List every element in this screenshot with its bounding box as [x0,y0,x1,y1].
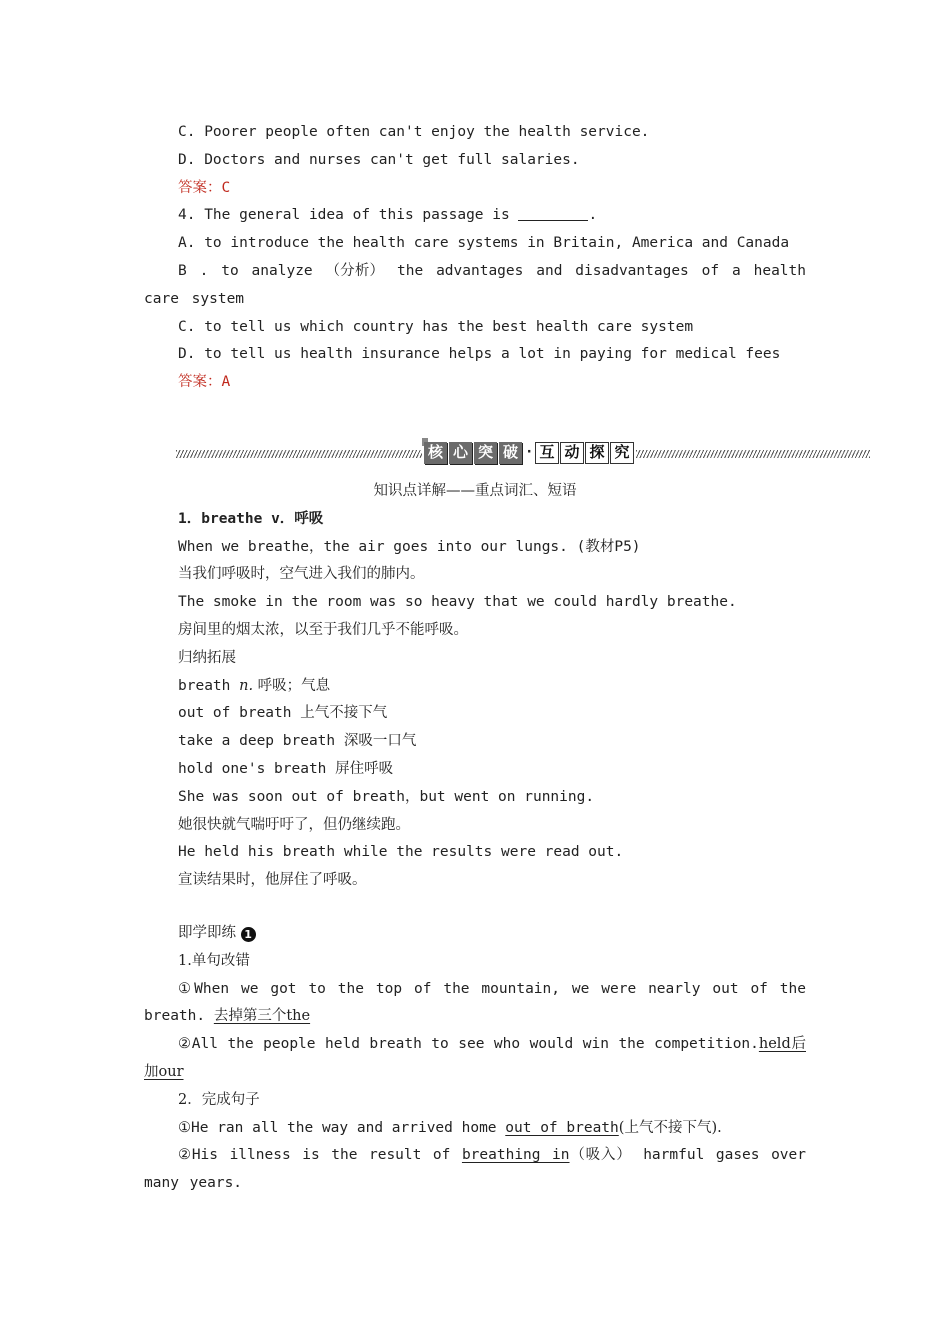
exercise-answer: breathing in [461,1147,570,1164]
expand-item: hold one's breath 屏住呼吸 [178,760,394,777]
banner-tile: 探 [585,442,609,464]
exercise-question: ①He ran all the way and arrived home [178,1119,506,1136]
option-4c: C. to tell us which country has the best health care system [178,318,694,335]
part-of-speech: n. [239,677,254,694]
banner-tile: 动 [560,442,584,464]
banner-tile: 心 [449,442,472,464]
option-4a: A. to introduce the health care systems in Britain, America and Canada [178,235,790,252]
exercise-question: ②His illness is the result of [178,1147,462,1164]
exercise-answer: held后加our [144,1036,806,1080]
practice-title [144,920,806,948]
answer-line-3 [144,175,806,203]
section-banner [176,438,870,468]
expand-title: 归纳拓展 [178,649,236,666]
option-4d: D. to tell us health insurance helps a lot in paying for medical fees [178,346,781,363]
question-4-text: 4. The general idea of this passage is [178,207,519,224]
number-badge-icon: 1 [241,927,256,942]
answer-line-4 [144,369,806,397]
answer-label: 答案： [178,179,222,196]
exercise-item [144,1031,806,1087]
answer-label: 答案： [178,374,222,391]
exercise-item [144,1142,806,1198]
reading-answers [144,119,806,397]
banner-hatch-left [176,450,422,458]
exercise-item [144,1115,806,1143]
option-d: D. Doctors and nurses can't get full salaries. [178,151,580,168]
banner-tile: 核 [424,442,447,464]
example-cn: 她很快就气喘吁吁了，但仍继续跑。 [178,816,410,833]
practice-section [144,920,806,1198]
example-cn: 当我们呼吸时，空气进入我们的肺内。 [178,566,425,583]
answer-blank [518,206,588,221]
exercise-hint: (上气不接下气). [618,1119,722,1136]
answer-value: A [221,374,231,391]
example-en: He held his breath while the results were read out. [178,844,624,861]
expand-item: take a deep breath 深吸一口气 [178,733,417,750]
option-c: C. Poorer people often can't enjoy the health service. [178,124,650,140]
expand-item: out of breath 上气不接下气 [178,705,388,722]
example-en: When we breathe，the air goes into our lungs. (教材P5) [178,538,641,555]
vocabulary-section [144,478,806,895]
exercise-answer: out of breath [505,1119,619,1136]
exercise-title: 2．完成句子 [178,1091,260,1108]
example-cn: 房间里的烟太浓，以至于我们几乎不能呼吸。 [178,621,468,638]
example-en: She was soon out of breath，but went on running. [178,788,595,805]
banner-tile: 破 [499,442,522,464]
expand-meaning: 呼吸；气息 [253,677,331,694]
example-cn: 宣读结果时，他屏住了呼吸。 [178,872,367,889]
exercise-item [144,976,806,1032]
expand-word: breath [178,677,240,694]
exercise-hint: （吸入） harmful gases over many years. [144,1147,806,1192]
banner-separator: · [525,444,534,461]
banner-tile: 究 [610,442,634,464]
question-4-end: . [588,207,598,224]
section-title: 知识点详解——重点词汇、短语 [373,483,577,499]
exercise-question: ①When we got to the top of the mountain, we were nearly out of the breath. [144,980,806,1025]
exercise-question: ②All the people held breath to see who would win the competition. [178,1036,759,1053]
word-heading: 1．breathe v．呼吸 [178,510,324,527]
option-4b: B . to analyze （分析） the advantages and disadvantages of a health care system [144,262,806,307]
exercise-title: 1.单句改错 [178,952,250,969]
example-en: The smoke in the room was so heavy that we could hardly breathe. [178,594,737,611]
expand-item [144,673,806,701]
exercise-answer: 去掉第三个the [213,1008,311,1025]
practice-title-text: 即学即练 [178,925,241,941]
banner-tile: 互 [535,442,559,464]
question-4 [144,202,806,230]
answer-value: C [221,179,231,196]
banner-title [424,438,635,468]
banner-tile: 突 [474,442,497,464]
banner-hatch-right [636,450,870,458]
